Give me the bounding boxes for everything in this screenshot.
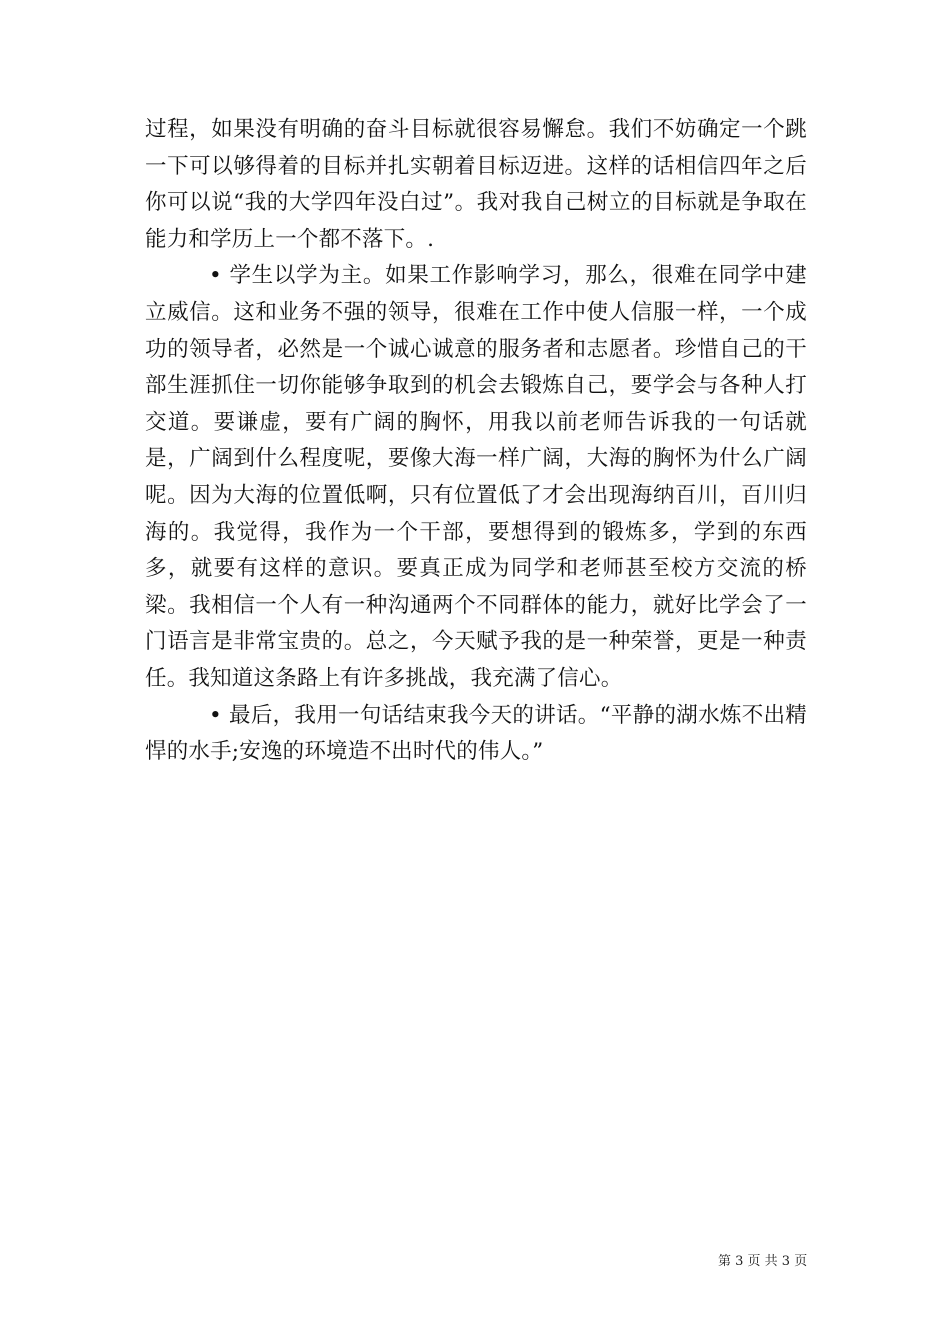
paragraph-3: • 最后，我用一句话结束我今天的讲话。“平静的湖水炼不出精悍的水手;安逸的环境造不出时代的伟人。”	[145, 702, 807, 765]
page-number-footer: 第 3 页 共 3 页	[718, 1254, 808, 1269]
document-body	[145, 112, 807, 771]
paragraph-2: • 学生以学为主。如果工作影响学习，那么，很难在同学中建立威信。这和业务不强的领导，很难在工作中使人信服一样，一个成功的领导者，必然是一个诚心诚意的服务者和志愿者。珍惜自己的干部生涯抓住一切你能够争取到的机会去锻炼自己，要学会与各种人打交道。要谦虚，要有广阔的胸怀，用我以前老师告诉我的一句话就是，广阔到什么程度呢，要像大海一样广阔，大海的胸怀为什么广阔呢。因为大海的位置低啊，只有位置低了才会出现海纳百川，百川归海的。我觉得，我作为一个干部，要想得到的锻炼多，学到的东西多，就要有这样的意识。要真正成为同学和老师甚至校方交流的桥梁。我相信一个人有一种沟通两个不同群体的能力，就好比学会了一门语言是非常宝贵的。总之，今天赋予我的是一种荣誉，更是一种责任。我知道这条路上有许多挑战，我充满了信心。	[145, 263, 807, 691]
paragraph-1: 过程，如果没有明确的奋斗目标就很容易懈怠。我们不妨确定一个跳一下可以够得着的目标并扎实朝着目标迈进。这样的话相信四年之后你可以说“我的大学四年没白过”。我对我自己树立的目标就是争取在能力和学历上一个都不落下。.	[145, 117, 807, 252]
